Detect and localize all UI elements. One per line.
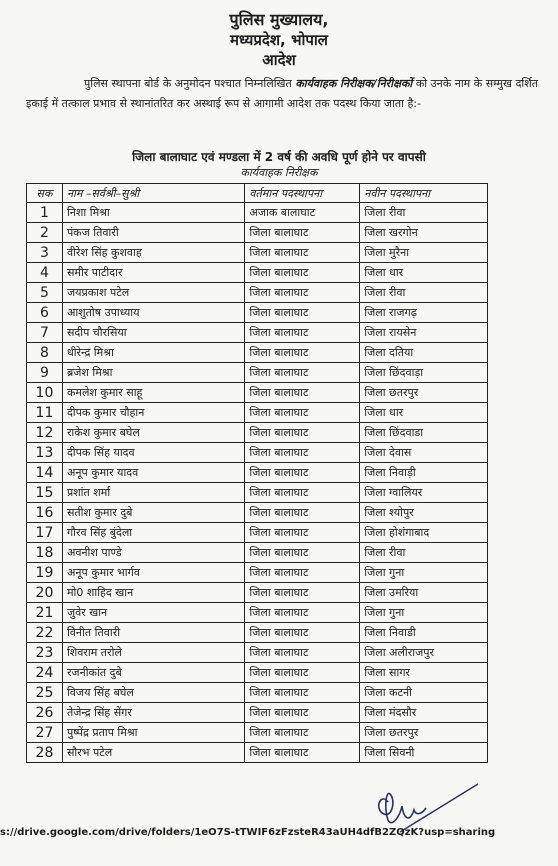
name-cell: पुष्पेंद्र प्रताप मिश्रा (62, 723, 244, 743)
name-cell: समीर पाटीदार (62, 263, 244, 283)
name-cell: सौरभ पटेल (62, 743, 244, 763)
current-posting-cell: जिला बालाघाट (245, 363, 360, 383)
current-posting-cell: जिला बालाघाट (245, 723, 360, 743)
new-posting-cell: जिला सिवनी (360, 743, 488, 763)
current-posting-cell: जिला बालाघाट (245, 663, 360, 683)
current-posting-cell: जिला बालाघाट (245, 703, 360, 723)
order-title: आदेश (262, 51, 296, 69)
table-row (27, 743, 488, 763)
current-posting-cell: जिला बालाघाट (245, 503, 360, 523)
header-name: नाम –सर्वश्री–सुश्री (62, 184, 244, 203)
table-row (27, 583, 488, 603)
name-cell: पंकज तिवारी (62, 223, 244, 243)
table-row (27, 343, 488, 363)
header-new-posting: नवीन पदस्थापना (360, 184, 488, 203)
serial-cell: 18 (27, 543, 63, 563)
name-cell: अनूप कुमार यादव (62, 463, 244, 483)
new-posting-cell: जिला धार (360, 403, 488, 423)
transfer-table (26, 183, 488, 763)
serial-cell: 16 (27, 503, 63, 523)
serial-cell: 2 (27, 223, 63, 243)
serial-cell: 5 (27, 283, 63, 303)
name-cell: कमलेश कुमार साहू (62, 383, 244, 403)
serial-cell: 6 (27, 303, 63, 323)
new-posting-cell: जिला गुना (360, 563, 488, 583)
table-row (27, 663, 488, 683)
current-posting-cell: जिला बालाघाट (245, 743, 360, 763)
current-posting-cell: जिला बालाघाट (245, 383, 360, 403)
serial-cell: 26 (27, 703, 63, 723)
new-posting-cell: जिला छिंदवाड़ा (360, 363, 488, 383)
serial-cell: 17 (27, 523, 63, 543)
new-posting-cell: जिला उमरिया (360, 583, 488, 603)
serial-cell: 7 (27, 323, 63, 343)
intro-highlight: कार्यवाहक निरीक्षक/निरीक्षकों (295, 77, 413, 90)
serial-cell: 12 (27, 423, 63, 443)
header-current-posting: वर्तमान पदस्थापना (245, 184, 360, 203)
current-posting-cell: जिला बालाघाट (245, 263, 360, 283)
intro-text-2: को उनके नाम के सम्मुख दर्शित इकाई में तत्काल प्रभाव से स्थानांतरित कर अस्थाई रूप से आगामी आदेश तक पदस्थ किया जाता है:- (26, 77, 539, 110)
header-serial: सक (27, 184, 63, 203)
table-row (27, 463, 488, 483)
current-posting-cell: जिला बालाघाट (245, 683, 360, 703)
serial-cell: 3 (27, 243, 63, 263)
new-posting-cell: जिला राजगढ़ (360, 303, 488, 323)
serial-cell: 25 (27, 683, 63, 703)
table-row (27, 243, 488, 263)
table-row (27, 503, 488, 523)
name-cell: अवनीश पाण्डे (62, 543, 244, 563)
current-posting-cell: जिला बालाघाट (245, 623, 360, 643)
document-header (0, 10, 558, 70)
new-posting-cell: जिला ग्वालियर (360, 483, 488, 503)
name-cell: दीपक सिंह यादव (62, 443, 244, 463)
new-posting-cell: जिला दतिया (360, 343, 488, 363)
serial-cell: 23 (27, 643, 63, 663)
table-row (27, 603, 488, 623)
current-posting-cell: जिला बालाघाट (245, 603, 360, 623)
table-row (27, 623, 488, 643)
serial-cell: 22 (27, 623, 63, 643)
name-cell: रजनीकांत दुबे (62, 663, 244, 683)
serial-cell: 28 (27, 743, 63, 763)
new-posting-cell: जिला रीवा (360, 283, 488, 303)
name-cell: दीपक कुमार चौहान (62, 403, 244, 423)
table-row (27, 643, 488, 663)
table-row (27, 323, 488, 343)
name-cell: वीरेश सिंह कुशवाह (62, 243, 244, 263)
new-posting-cell: जिला मुरैना (360, 243, 488, 263)
name-cell: निशा मिश्रा (62, 203, 244, 223)
name-cell: शिवराम तरोले (62, 643, 244, 663)
current-posting-cell: जिला बालाघाट (245, 643, 360, 663)
new-posting-cell: जिला रीवा (360, 203, 488, 223)
new-posting-cell: जिला छिंदवाडा (360, 423, 488, 443)
table-row (27, 263, 488, 283)
serial-cell: 15 (27, 483, 63, 503)
serial-cell: 24 (27, 663, 63, 683)
name-cell: गौरव सिंह बुंदेला (62, 523, 244, 543)
serial-cell: 8 (27, 343, 63, 363)
serial-cell: 13 (27, 443, 63, 463)
table-row (27, 543, 488, 563)
table-row (27, 443, 488, 463)
new-posting-cell: जिला छतरपुर (360, 383, 488, 403)
serial-cell: 9 (27, 363, 63, 383)
name-cell: प्रशांत शर्मा (62, 483, 244, 503)
table-row (27, 683, 488, 703)
serial-cell: 19 (27, 563, 63, 583)
name-cell: तेजेन्द्र सिंह सेंगर (62, 703, 244, 723)
new-posting-cell: जिला खरगोन (360, 223, 488, 243)
table-row (27, 523, 488, 543)
new-posting-cell: जिला मंदसौर (360, 703, 488, 723)
subheading-title: जिला बालाघाट एवं मण्डला में 2 वर्ष की अवधि पूर्ण होने पर वापसी (132, 150, 426, 164)
new-posting-cell: जिला रीवा (360, 543, 488, 563)
table-row (27, 403, 488, 423)
name-cell: विनीत तिवारी (62, 623, 244, 643)
current-posting-cell: जिला बालाघाट (245, 243, 360, 263)
serial-cell: 14 (27, 463, 63, 483)
intro-paragraph (26, 74, 538, 114)
new-posting-cell: जिला रायसेन (360, 323, 488, 343)
new-posting-cell: जिला कटनी (360, 683, 488, 703)
subheading-rank: कार्यवाहक निरीक्षक (240, 166, 318, 179)
current-posting-cell: जिला बालाघाट (245, 523, 360, 543)
current-posting-cell: जिला बालाघाट (245, 543, 360, 563)
new-posting-cell: जिला श्योपुर (360, 503, 488, 523)
new-posting-cell: जिला देवास (360, 443, 488, 463)
serial-cell: 11 (27, 403, 63, 423)
current-posting-cell: जिला बालाघाट (245, 423, 360, 443)
current-posting-cell: जिला बालाघाट (245, 463, 360, 483)
new-posting-cell: जिला गुना (360, 603, 488, 623)
new-posting-cell: जिला छतरपुर (360, 723, 488, 743)
table-row (27, 363, 488, 383)
name-cell: धीरेन्द्र मिश्रा (62, 343, 244, 363)
table-row (27, 223, 488, 243)
table-row (27, 723, 488, 743)
office-location: मध्यप्रदेश, भोपाल (230, 31, 328, 49)
current-posting-cell: जिला बालाघाट (245, 483, 360, 503)
new-posting-cell: जिला सागर (360, 663, 488, 683)
current-posting-cell: जिला बालाघाट (245, 343, 360, 363)
new-posting-cell: जिला होशंगाबाद (360, 523, 488, 543)
serial-cell: 1 (27, 203, 63, 223)
current-posting-cell: जिला बालाघाट (245, 443, 360, 463)
subheading (0, 148, 558, 180)
serial-cell: 21 (27, 603, 63, 623)
table-header-row (27, 184, 488, 203)
serial-cell: 4 (27, 263, 63, 283)
table-row (27, 423, 488, 443)
current-posting-cell: जिला बालाघाट (245, 223, 360, 243)
name-cell: जयप्रकाश पटेल (62, 283, 244, 303)
intro-text-1: पुलिस स्थापना बोर्ड के अनुमोदन पश्चात निम्नलिखित (84, 77, 292, 90)
office-name: पुलिस मुख्यालय, (229, 10, 329, 29)
table-row (27, 703, 488, 723)
name-cell: जुवेर खान (62, 603, 244, 623)
table-row (27, 303, 488, 323)
name-cell: सदीप चौरसिया (62, 323, 244, 343)
table-row (27, 203, 488, 223)
table-row (27, 483, 488, 503)
serial-cell: 20 (27, 583, 63, 603)
name-cell: सतीश कुमार दुबे (62, 503, 244, 523)
drive-link[interactable]: s://drive.google.com/drive/folders/1eO7S-tTWIF6zFzsteR43aUH4dfB2ZQzK?usp=sharing (0, 827, 496, 838)
table-row (27, 383, 488, 403)
current-posting-cell: जिला बालाघाट (245, 303, 360, 323)
current-posting-cell: जिला बालाघाट (245, 403, 360, 423)
current-posting-cell: जिला बालाघाट (245, 583, 360, 603)
name-cell: आशुतोष उपाध्याय (62, 303, 244, 323)
name-cell: विजय सिंह बघेल (62, 683, 244, 703)
new-posting-cell: जिला धार (360, 263, 488, 283)
table-row (27, 563, 488, 583)
name-cell: मो0 शाहिद खान (62, 583, 244, 603)
name-cell: ब्रजेश मिश्रा (62, 363, 244, 383)
serial-cell: 10 (27, 383, 63, 403)
new-posting-cell: जिला निवाडी (360, 623, 488, 643)
current-posting-cell: जिला बालाघाट (245, 323, 360, 343)
new-posting-cell: जिला निवाड़ी (360, 463, 488, 483)
new-posting-cell: जिला अलीराजपुर (360, 643, 488, 663)
name-cell: राकेश कुमार बघेल (62, 423, 244, 443)
current-posting-cell: जिला बालाघाट (245, 563, 360, 583)
name-cell: अनूप कुमार भार्गव (62, 563, 244, 583)
table-row (27, 283, 488, 303)
current-posting-cell: जिला बालाघाट (245, 283, 360, 303)
current-posting-cell: अजाक बालाघाट (245, 203, 360, 223)
serial-cell: 27 (27, 723, 63, 743)
